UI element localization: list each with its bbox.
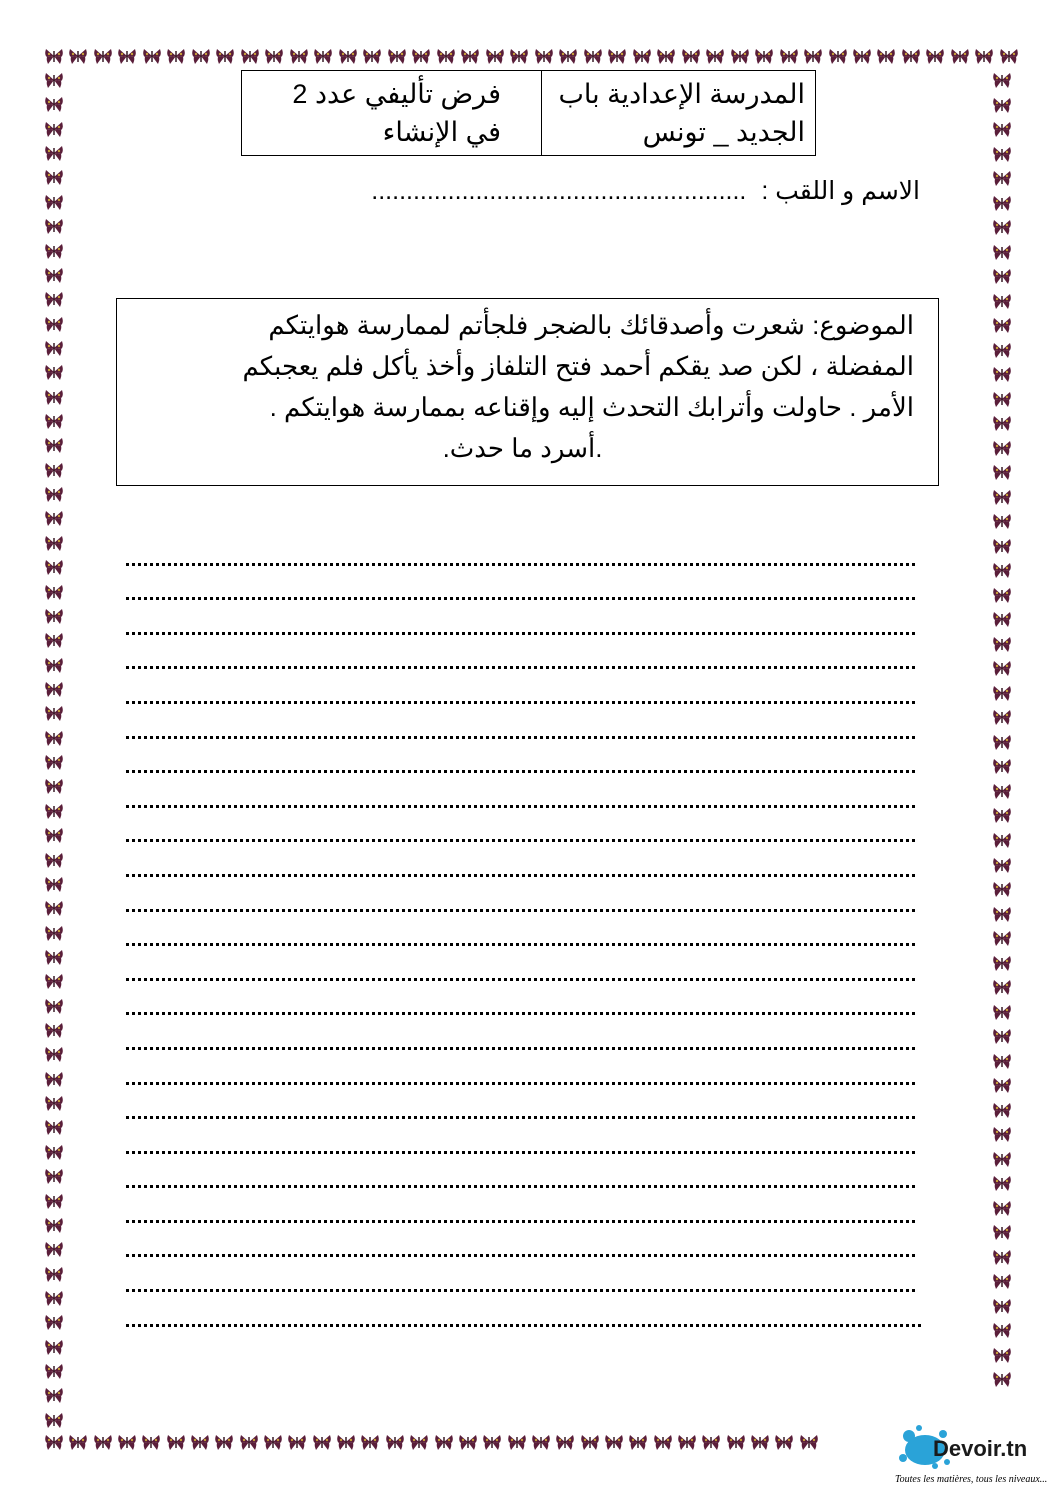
butterfly-icon xyxy=(44,192,64,212)
butterfly-icon xyxy=(362,46,382,66)
butterfly-icon xyxy=(385,1432,405,1452)
butterfly-icon xyxy=(44,143,64,163)
decorative-border-top xyxy=(44,46,1019,66)
butterfly-icon xyxy=(992,585,1012,605)
butterfly-icon xyxy=(681,46,701,66)
answer-line[interactable] xyxy=(126,1099,921,1134)
answer-line[interactable] xyxy=(126,995,921,1030)
butterfly-icon xyxy=(992,340,1012,360)
butterfly-icon xyxy=(992,1149,1012,1169)
butterfly-icon xyxy=(774,1432,794,1452)
butterfly-icon xyxy=(44,1166,64,1186)
butterfly-icon xyxy=(44,94,64,114)
butterfly-icon xyxy=(852,46,872,66)
butterfly-icon xyxy=(44,1069,64,1089)
butterfly-icon xyxy=(434,1432,454,1452)
butterfly-icon xyxy=(992,904,1012,924)
butterfly-icon xyxy=(534,46,554,66)
butterfly-icon xyxy=(677,1432,697,1452)
butterfly-icon xyxy=(312,1432,332,1452)
butterfly-icon xyxy=(992,830,1012,850)
butterfly-icon xyxy=(44,728,64,748)
butterfly-icon xyxy=(44,898,64,918)
topic-line-3: الأمر . حاولت وأترابك التحدث إليه وإقناعه بممارسة هوايتكم . xyxy=(269,392,914,422)
butterfly-icon xyxy=(44,362,64,382)
butterfly-icon xyxy=(730,46,750,66)
header-table xyxy=(241,70,816,156)
butterfly-icon xyxy=(166,1432,186,1452)
butterfly-icon xyxy=(705,46,725,66)
butterfly-icon xyxy=(338,46,358,66)
butterfly-icon xyxy=(485,46,505,66)
butterfly-icon xyxy=(313,46,333,66)
butterfly-icon xyxy=(239,1432,259,1452)
butterfly-icon xyxy=(992,291,1012,311)
butterfly-icon xyxy=(44,606,64,626)
butterfly-icon xyxy=(411,46,431,66)
butterfly-icon xyxy=(992,879,1012,899)
butterfly-icon xyxy=(387,46,407,66)
butterfly-icon xyxy=(44,703,64,723)
butterfly-icon xyxy=(992,168,1012,188)
answer-writing-area[interactable] xyxy=(126,545,921,1341)
school-name-cell xyxy=(541,71,815,155)
butterfly-icon xyxy=(992,1296,1012,1316)
butterfly-icon xyxy=(44,1117,64,1137)
butterfly-icon xyxy=(992,1051,1012,1071)
butterfly-icon xyxy=(992,609,1012,629)
butterfly-icon xyxy=(44,1239,64,1259)
butterfly-icon xyxy=(901,46,921,66)
butterfly-icon xyxy=(992,462,1012,482)
butterfly-icon xyxy=(215,46,235,66)
butterfly-icon xyxy=(263,1432,283,1452)
answer-line[interactable] xyxy=(126,1029,921,1064)
butterfly-icon xyxy=(44,1361,64,1381)
exam-title-cell xyxy=(242,71,541,155)
butterfly-icon xyxy=(44,752,64,772)
butterfly-icon xyxy=(604,1432,624,1452)
butterfly-icon xyxy=(44,971,64,991)
butterfly-icon xyxy=(44,801,64,821)
butterfly-icon xyxy=(44,1044,64,1064)
butterfly-icon xyxy=(44,1312,64,1332)
butterfly-icon xyxy=(754,46,774,66)
butterfly-icon xyxy=(166,46,186,66)
butterfly-icon xyxy=(992,560,1012,580)
butterfly-icon xyxy=(44,1337,64,1357)
butterfly-icon xyxy=(779,46,799,66)
butterfly-icon xyxy=(44,1288,64,1308)
name-field-dots[interactable]: ...................................................... xyxy=(371,177,747,205)
butterfly-icon xyxy=(482,1432,502,1452)
butterfly-icon xyxy=(507,1432,527,1452)
butterfly-icon xyxy=(142,46,162,66)
butterfly-icon xyxy=(876,46,896,66)
butterfly-icon xyxy=(992,1173,1012,1193)
butterfly-icon xyxy=(531,1432,551,1452)
name-field xyxy=(371,176,920,206)
answer-line[interactable] xyxy=(126,891,921,926)
butterfly-icon xyxy=(44,70,64,90)
butterfly-icon xyxy=(992,389,1012,409)
butterfly-icon xyxy=(460,46,480,66)
butterfly-icon xyxy=(44,411,64,431)
butterfly-icon xyxy=(44,119,64,139)
butterfly-icon xyxy=(93,46,113,66)
butterfly-icon xyxy=(992,634,1012,654)
butterfly-icon xyxy=(44,1093,64,1113)
butterfly-icon xyxy=(992,683,1012,703)
butterfly-icon xyxy=(289,46,309,66)
butterfly-icon xyxy=(360,1432,380,1452)
butterfly-icon xyxy=(44,874,64,894)
butterfly-icon xyxy=(999,46,1019,66)
answer-line[interactable] xyxy=(126,1133,921,1168)
logo-name: Devoir.tn xyxy=(933,1436,1028,1461)
butterfly-icon xyxy=(558,46,578,66)
butterfly-icon xyxy=(44,46,64,66)
butterfly-icon xyxy=(992,855,1012,875)
butterfly-icon xyxy=(44,167,64,187)
butterfly-icon xyxy=(555,1432,575,1452)
butterfly-icon xyxy=(44,655,64,675)
butterfly-icon xyxy=(607,46,627,66)
butterfly-icon xyxy=(44,216,64,236)
butterfly-icon xyxy=(992,1100,1012,1120)
butterfly-icon xyxy=(992,781,1012,801)
butterfly-icon xyxy=(992,217,1012,237)
butterfly-icon xyxy=(44,1191,64,1211)
answer-line[interactable] xyxy=(126,753,921,788)
butterfly-icon xyxy=(632,46,652,66)
answer-line[interactable] xyxy=(126,1064,921,1099)
butterfly-icon xyxy=(583,46,603,66)
answer-line[interactable] xyxy=(126,926,921,961)
butterfly-icon xyxy=(992,1320,1012,1340)
butterfly-icon xyxy=(992,487,1012,507)
butterfly-icon xyxy=(992,70,1012,90)
butterfly-icon xyxy=(992,266,1012,286)
butterfly-icon xyxy=(992,242,1012,262)
butterfly-icon xyxy=(44,508,64,528)
butterfly-icon xyxy=(992,805,1012,825)
butterfly-icon xyxy=(992,707,1012,727)
butterfly-icon xyxy=(93,1432,113,1452)
butterfly-icon xyxy=(992,953,1012,973)
topic-line-2: المفضلة ، لكن صد يقكم أحمد فتح التلفاز وأخذ يأكل فلم يعجبكم xyxy=(242,351,914,381)
exam-title-line1: فرض تأليفي عدد 2 xyxy=(292,79,501,109)
butterfly-icon xyxy=(336,1432,356,1452)
butterfly-icon xyxy=(458,1432,478,1452)
butterfly-icon xyxy=(828,46,848,66)
butterfly-icon xyxy=(992,536,1012,556)
butterfly-icon xyxy=(44,289,64,309)
butterfly-icon xyxy=(44,630,64,650)
answer-line[interactable] xyxy=(126,614,921,649)
exam-title-line2: في الإنشاء xyxy=(382,117,501,147)
butterfly-icon xyxy=(992,364,1012,384)
butterfly-icon xyxy=(68,1432,88,1452)
butterfly-icon xyxy=(925,46,945,66)
butterfly-icon xyxy=(44,1020,64,1040)
butterfly-icon xyxy=(44,679,64,699)
butterfly-icon xyxy=(803,46,823,66)
butterfly-icon xyxy=(44,825,64,845)
decorative-border-right xyxy=(992,70,1012,1390)
butterfly-icon xyxy=(44,387,64,407)
butterfly-icon xyxy=(117,46,137,66)
butterfly-icon xyxy=(44,314,64,334)
butterfly-icon xyxy=(992,1222,1012,1242)
butterfly-icon xyxy=(992,658,1012,678)
answer-line[interactable] xyxy=(126,787,921,822)
butterfly-icon xyxy=(68,46,88,66)
answer-line[interactable] xyxy=(126,1306,921,1341)
butterfly-icon xyxy=(992,144,1012,164)
butterfly-icon xyxy=(750,1432,770,1452)
answer-line[interactable] xyxy=(126,822,921,857)
answer-line[interactable] xyxy=(126,580,921,615)
answer-line[interactable] xyxy=(126,1271,921,1306)
butterfly-icon xyxy=(409,1432,429,1452)
butterfly-icon xyxy=(992,1345,1012,1365)
butterfly-icon xyxy=(44,460,64,480)
butterfly-icon xyxy=(950,46,970,66)
butterfly-icon xyxy=(44,241,64,261)
butterfly-icon xyxy=(44,582,64,602)
butterfly-icon xyxy=(992,1247,1012,1267)
butterfly-icon xyxy=(701,1432,721,1452)
decorative-border-bottom xyxy=(44,1432,819,1452)
butterfly-icon xyxy=(436,46,456,66)
butterfly-icon xyxy=(44,923,64,943)
butterfly-icon xyxy=(191,46,211,66)
school-name-line2: الجديد _ تونس xyxy=(642,117,805,147)
butterfly-icon xyxy=(992,977,1012,997)
butterfly-icon xyxy=(509,46,529,66)
butterfly-icon xyxy=(214,1432,234,1452)
butterfly-icon xyxy=(992,95,1012,115)
butterfly-icon xyxy=(992,928,1012,948)
butterfly-icon xyxy=(44,1385,64,1405)
butterfly-icon xyxy=(628,1432,648,1452)
butterfly-icon xyxy=(264,46,284,66)
butterfly-icon xyxy=(44,996,64,1016)
butterfly-icon xyxy=(992,1124,1012,1144)
butterfly-icon xyxy=(656,46,676,66)
butterfly-icon xyxy=(44,850,64,870)
butterfly-icon xyxy=(992,413,1012,433)
answer-line[interactable] xyxy=(126,856,921,891)
butterfly-icon xyxy=(580,1432,600,1452)
answer-line[interactable] xyxy=(126,718,921,753)
butterfly-icon xyxy=(44,484,64,504)
butterfly-icon xyxy=(992,1026,1012,1046)
butterfly-icon xyxy=(974,46,994,66)
butterfly-icon xyxy=(992,511,1012,531)
butterfly-icon xyxy=(799,1432,819,1452)
butterfly-icon xyxy=(44,1215,64,1235)
butterfly-icon xyxy=(992,732,1012,752)
butterfly-icon xyxy=(117,1432,137,1452)
topic-line-1: الموضوع: شعرت وأصدقائك بالضجر فلجأتم لممارسة هوايتكم xyxy=(268,310,914,340)
school-name-line1: المدرسة الإعدادية باب xyxy=(558,79,805,109)
answer-line[interactable] xyxy=(126,1168,921,1203)
butterfly-icon xyxy=(992,438,1012,458)
butterfly-icon xyxy=(44,265,64,285)
butterfly-icon xyxy=(992,1369,1012,1389)
butterfly-icon xyxy=(653,1432,673,1452)
butterfly-icon xyxy=(44,1142,64,1162)
answer-line[interactable] xyxy=(126,545,921,580)
answer-line[interactable] xyxy=(126,683,921,718)
butterfly-icon xyxy=(44,1432,64,1452)
butterfly-icon xyxy=(992,315,1012,335)
devoir-logo xyxy=(895,1418,1055,1496)
answer-line[interactable] xyxy=(126,1202,921,1237)
answer-line[interactable] xyxy=(126,1237,921,1272)
butterfly-icon xyxy=(992,756,1012,776)
answer-line[interactable] xyxy=(126,960,921,995)
butterfly-icon xyxy=(44,533,64,553)
butterfly-icon xyxy=(240,46,260,66)
butterfly-icon xyxy=(992,1075,1012,1095)
butterfly-icon xyxy=(141,1432,161,1452)
butterfly-icon xyxy=(44,1410,64,1430)
butterfly-icon xyxy=(992,1271,1012,1291)
butterfly-icon xyxy=(992,119,1012,139)
name-field-label: الاسم و اللقب : xyxy=(761,177,920,205)
butterfly-icon xyxy=(992,1002,1012,1022)
answer-line[interactable] xyxy=(126,649,921,684)
butterfly-icon xyxy=(190,1432,210,1452)
logo-tagline: Toutes les matières, tous les niveaux... xyxy=(895,1474,1048,1485)
topic-box xyxy=(116,298,939,486)
butterfly-icon xyxy=(726,1432,746,1452)
topic-line-4: .أسرد ما حدث. xyxy=(442,433,603,463)
butterfly-icon xyxy=(44,947,64,967)
butterfly-icon xyxy=(44,338,64,358)
butterfly-icon xyxy=(44,435,64,455)
butterfly-icon xyxy=(287,1432,307,1452)
butterfly-icon xyxy=(992,1198,1012,1218)
butterfly-icon xyxy=(44,1264,64,1284)
butterfly-icon xyxy=(992,193,1012,213)
butterfly-icon xyxy=(44,776,64,796)
decorative-border-left xyxy=(44,70,64,1430)
butterfly-icon xyxy=(44,557,64,577)
